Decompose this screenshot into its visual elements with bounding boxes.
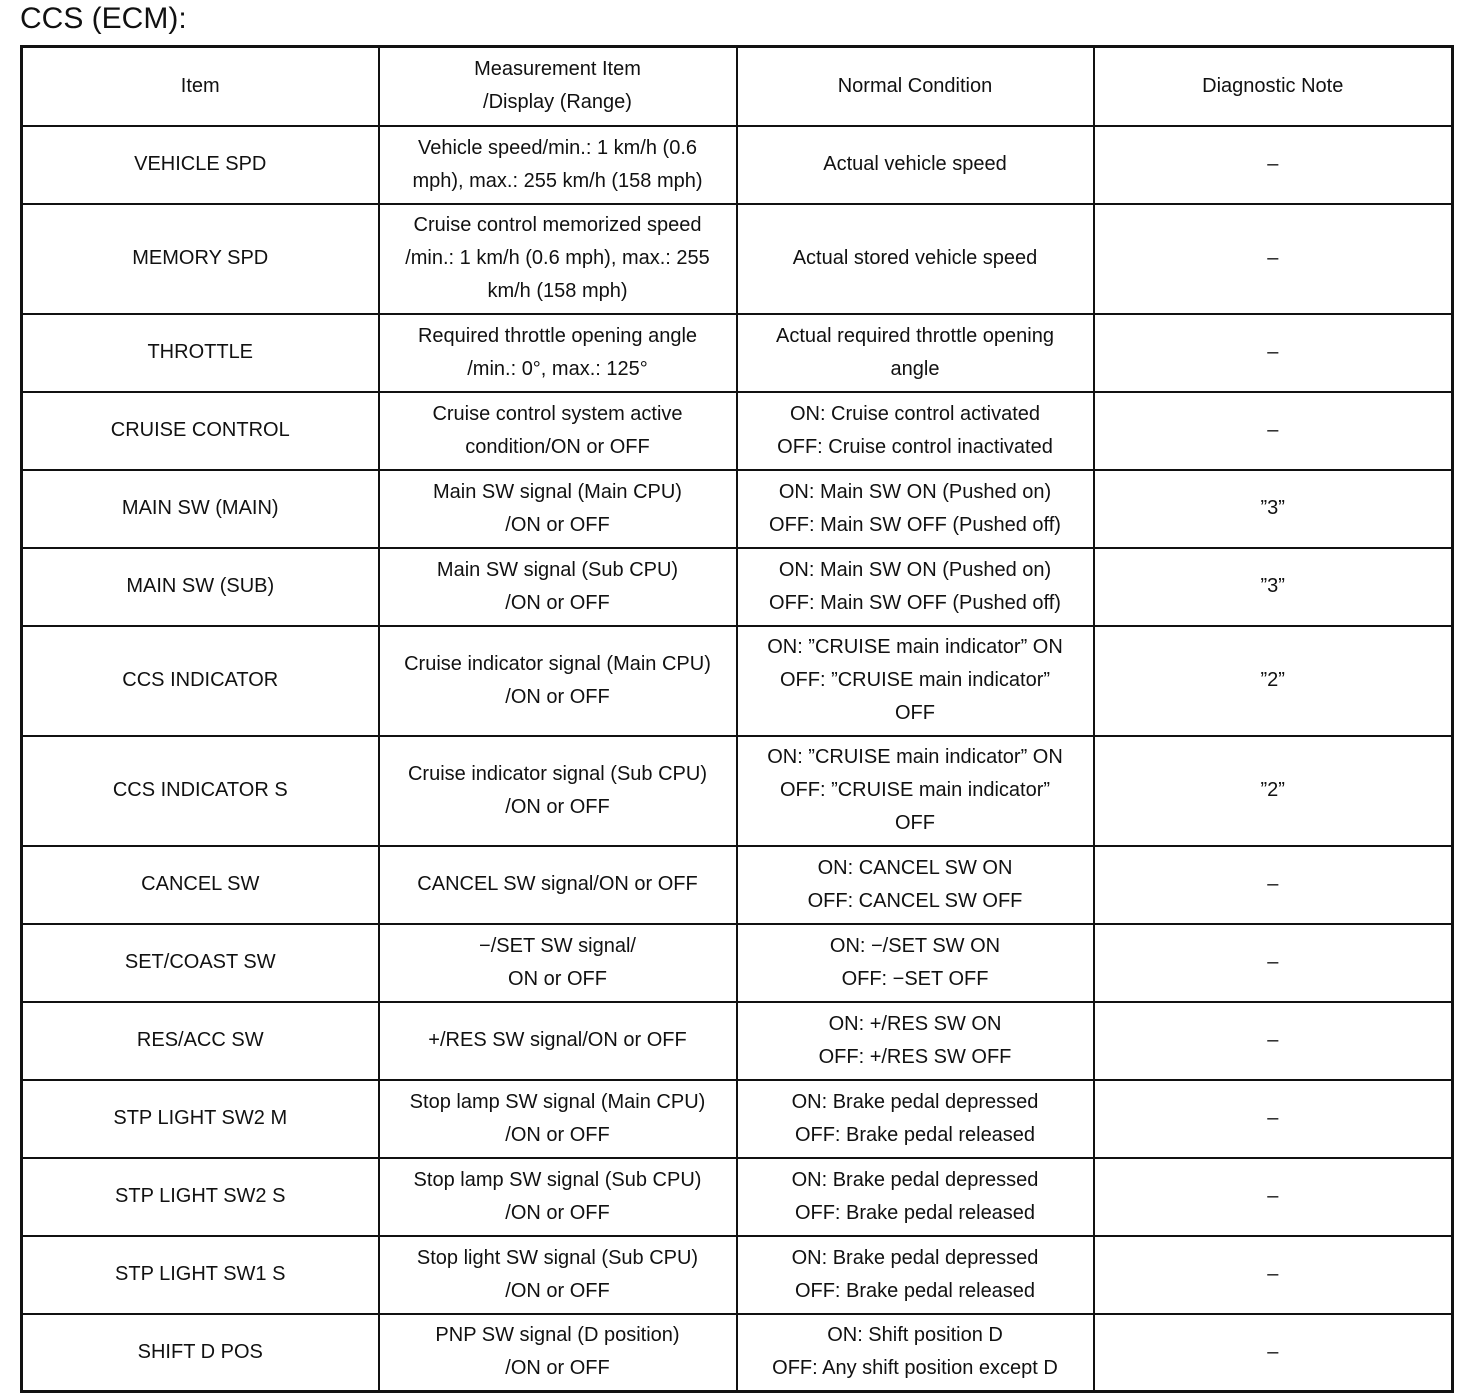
note-cell: –: [1094, 126, 1453, 204]
note-cell: ”3”: [1094, 548, 1453, 626]
item-cell: RES/ACC SW: [22, 1002, 379, 1080]
item-cell: SHIFT D POS: [22, 1314, 379, 1392]
table-row: [22, 204, 1453, 314]
condition-cell: Actual required throttle opening angle: [737, 314, 1094, 392]
note-cell: –: [1094, 1236, 1453, 1314]
condition-cell: ON: Shift position D OFF: Any shift position except D: [737, 1314, 1094, 1392]
note-cell: ”2”: [1094, 736, 1453, 846]
item-cell: CANCEL SW: [22, 846, 379, 924]
header-normal-condition: Normal Condition: [737, 47, 1094, 126]
header-diagnostic-note: Diagnostic Note: [1094, 47, 1453, 126]
data-list-table: [20, 45, 1454, 1393]
header-item: Item: [22, 47, 379, 126]
condition-cell: Actual vehicle speed: [737, 126, 1094, 204]
table-row: [22, 736, 1453, 846]
condition-cell: ON: Main SW ON (Pushed on) OFF: Main SW OFF (Pushed off): [737, 470, 1094, 548]
condition-cell: ON: Brake pedal depressed OFF: Brake pedal released: [737, 1080, 1094, 1158]
page-title: CCS (ECM):: [20, 2, 187, 35]
condition-cell: ON: CANCEL SW ON OFF: CANCEL SW OFF: [737, 846, 1094, 924]
measurement-cell: Cruise indicator signal (Sub CPU) /ON or OFF: [379, 736, 737, 846]
item-cell: THROTTLE: [22, 314, 379, 392]
header-measurement-item: Measurement Item /Display (Range): [379, 47, 737, 126]
note-cell: –: [1094, 1080, 1453, 1158]
measurement-cell: Vehicle speed/min.: 1 km/h (0.6 mph), max.: 255 km/h (158 mph): [379, 126, 737, 204]
item-cell: MEMORY SPD: [22, 204, 379, 314]
item-cell: CCS INDICATOR: [22, 626, 379, 736]
note-cell: ”2”: [1094, 626, 1453, 736]
item-cell: MAIN SW (MAIN): [22, 470, 379, 548]
condition-cell: ON: Cruise control activated OFF: Cruise control inactivated: [737, 392, 1094, 470]
item-cell: CRUISE CONTROL: [22, 392, 379, 470]
measurement-cell: Cruise indicator signal (Main CPU) /ON or OFF: [379, 626, 737, 736]
measurement-cell: CANCEL SW signal/ON or OFF: [379, 846, 737, 924]
condition-cell: ON: ”CRUISE main indicator” ON OFF: ”CRUISE main indicator” OFF: [737, 626, 1094, 736]
condition-cell: ON: −/SET SW ON OFF: −SET OFF: [737, 924, 1094, 1002]
condition-cell: ON: ”CRUISE main indicator” ON OFF: ”CRUISE main indicator” OFF: [737, 736, 1094, 846]
measurement-cell: Stop lamp SW signal (Sub CPU) /ON or OFF: [379, 1158, 737, 1236]
note-cell: –: [1094, 392, 1453, 470]
item-cell: CCS INDICATOR S: [22, 736, 379, 846]
measurement-cell: Main SW signal (Sub CPU) /ON or OFF: [379, 548, 737, 626]
table-row: [22, 846, 1453, 924]
item-cell: STP LIGHT SW2 M: [22, 1080, 379, 1158]
condition-cell: ON: Brake pedal depressed OFF: Brake pedal released: [737, 1236, 1094, 1314]
table-row: [22, 126, 1453, 204]
measurement-cell: Cruise control memorized speed /min.: 1 km/h (0.6 mph), max.: 255 km/h (158 mph): [379, 204, 737, 314]
note-cell: ”3”: [1094, 470, 1453, 548]
item-cell: SET/COAST SW: [22, 924, 379, 1002]
table-row: [22, 548, 1453, 626]
note-cell: –: [1094, 1158, 1453, 1236]
table-row: [22, 1002, 1453, 1080]
table-row: [22, 1080, 1453, 1158]
measurement-cell: Stop light SW signal (Sub CPU) /ON or OFF: [379, 1236, 737, 1314]
item-cell: STP LIGHT SW2 S: [22, 1158, 379, 1236]
note-cell: –: [1094, 314, 1453, 392]
table-row: [22, 1236, 1453, 1314]
condition-cell: ON: Brake pedal depressed OFF: Brake pedal released: [737, 1158, 1094, 1236]
table-row: [22, 626, 1453, 736]
table-row: [22, 392, 1453, 470]
measurement-cell: Cruise control system active condition/ON or OFF: [379, 392, 737, 470]
condition-cell: Actual stored vehicle speed: [737, 204, 1094, 314]
measurement-cell: Required throttle opening angle /min.: 0°, max.: 125°: [379, 314, 737, 392]
table-header-row: [22, 47, 1453, 126]
measurement-cell: PNP SW signal (D position) /ON or OFF: [379, 1314, 737, 1392]
item-cell: MAIN SW (SUB): [22, 548, 379, 626]
measurement-cell: Main SW signal (Main CPU) /ON or OFF: [379, 470, 737, 548]
item-cell: STP LIGHT SW1 S: [22, 1236, 379, 1314]
condition-cell: ON: Main SW ON (Pushed on) OFF: Main SW OFF (Pushed off): [737, 548, 1094, 626]
table-row: [22, 1158, 1453, 1236]
table-row: [22, 470, 1453, 548]
note-cell: –: [1094, 1002, 1453, 1080]
note-cell: –: [1094, 924, 1453, 1002]
note-cell: –: [1094, 1314, 1453, 1392]
note-cell: –: [1094, 204, 1453, 314]
measurement-cell: Stop lamp SW signal (Main CPU) /ON or OFF: [379, 1080, 737, 1158]
table-row: [22, 924, 1453, 1002]
measurement-cell: +/RES SW signal/ON or OFF: [379, 1002, 737, 1080]
item-cell: VEHICLE SPD: [22, 126, 379, 204]
condition-cell: ON: +/RES SW ON OFF: +/RES SW OFF: [737, 1002, 1094, 1080]
table-row: [22, 1314, 1453, 1392]
measurement-cell: −/SET SW signal/ ON or OFF: [379, 924, 737, 1002]
note-cell: –: [1094, 846, 1453, 924]
table-row: [22, 314, 1453, 392]
